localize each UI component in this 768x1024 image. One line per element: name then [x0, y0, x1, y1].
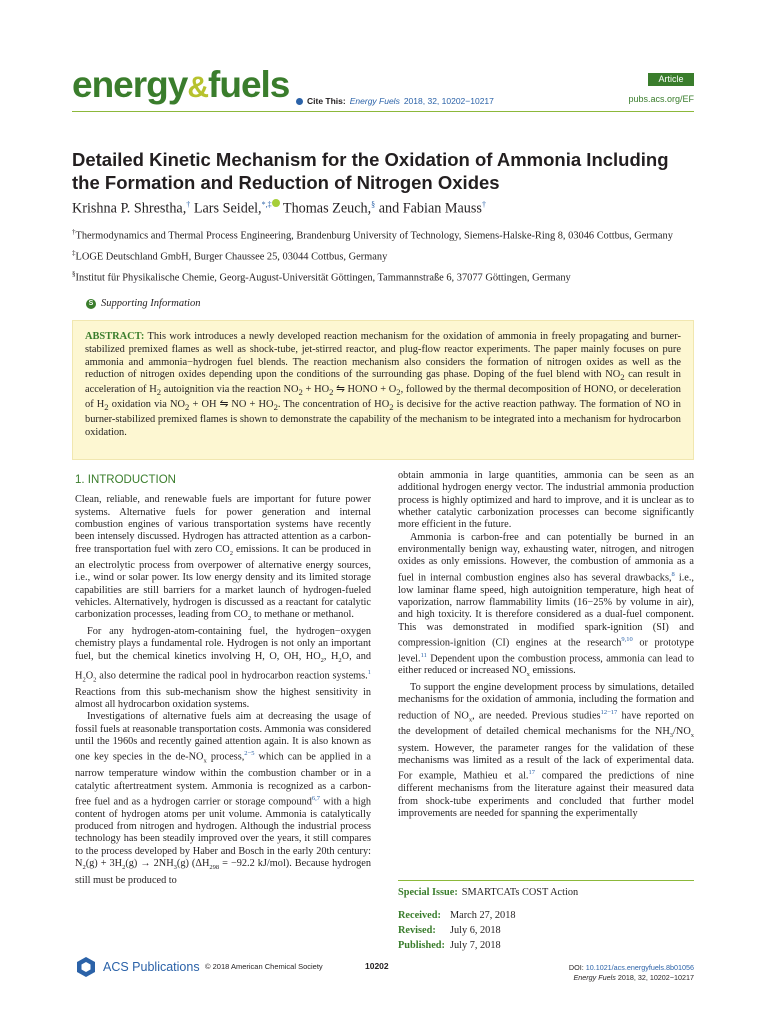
journal-url[interactable]: pubs.acs.org/EF [628, 94, 694, 104]
sub: 2 [320, 656, 324, 664]
paragraph [398, 682, 694, 820]
reference-link[interactable]: 9,10 [621, 635, 633, 643]
cite-this[interactable] [296, 96, 494, 106]
body-column-left [75, 470, 371, 887]
text: = −92.2 kJ/mol). Because hydrogen still must be produced to [75, 858, 371, 886]
abstract-sub: 2 [389, 402, 394, 413]
logo-text-fuels: fuels [208, 64, 290, 105]
affiliation-text: LOGE Deutschland GmbH, Burger Chaussee 25, 03044 Cottbus, Germany [75, 251, 388, 263]
abstract-text: ⇋ HONO + O [333, 384, 397, 396]
revised-label: Revised: [398, 925, 436, 936]
revised-value: July 6, 2018 [450, 925, 501, 936]
text: O [85, 670, 94, 682]
page-number: 10202 [365, 961, 389, 971]
text: Dependent upon the combustion process, ammonia can lead to either reduced or increased NO [398, 653, 694, 677]
text: O, and H [75, 650, 371, 682]
affiliation [72, 268, 694, 285]
abstract-sub: 2 [184, 402, 190, 413]
logo-ampersand: & [187, 71, 209, 104]
reference-link[interactable]: 12−17 [600, 708, 618, 716]
paragraph: obtain ammonia in large quantities, ammonia can be seen as an additional hydrogen energy vector. The industrial ammonia production process is highly optimized and hard to improve, and it is unclear as to whether catalytic carbonization processes can become significantly more efficient in the future. [398, 470, 694, 531]
sub: 3 [669, 732, 674, 740]
revised-date [398, 923, 694, 938]
abstract-text: can result in acceleration of H [85, 369, 681, 396]
article-history [398, 880, 694, 953]
cite-journal[interactable]: Energy Fuels [349, 96, 400, 106]
text: /NO [673, 726, 691, 738]
affiliation-text: Thermodynamics and Thermal Process Engineering, Brandenburg University of Technology, Siemens-Halske-Ring 8, 03046 Cottbus, Germany [75, 230, 673, 242]
abstract-text: + OH ⇋ NO + HO [189, 399, 274, 411]
sub: 2 [248, 615, 252, 623]
affiliation-text: Institut für Physikalische Chemie, Georg-August-Universität Göttingen, Tammannstraße 6, 37077 Göttingen, Germany [75, 272, 571, 284]
cite-icon [296, 98, 303, 105]
text: To support the engine development process by simulations, detailed mechanisms for the oxidation of ammonia, including the formation and reduction of NO [398, 681, 694, 721]
abstract-sub: 2 [298, 387, 303, 398]
copyright: © 2018 American Chemical Society [205, 962, 323, 971]
reference-link[interactable]: 17 [528, 769, 536, 777]
body-column-right [398, 470, 694, 820]
abstract-sub: 2 [329, 387, 334, 398]
text: Ammonia is carbon-free and can potentially be burned in an environmentally benign way, exhausting water, nitrogen, and nitrogen oxides as only emissions. However, the combustion of ammonia as a fuel in internal combustion engines also has several drawbacks, [398, 531, 694, 584]
text: Clean, reliable, and renewable fuels are important for future power systems. Alternative fuels for power generation and internal combustion engines of various transportation systems have recently been intensely discussed. Hydrogen has attracted attention as a carbon-free transportation fuel with zero CO [75, 494, 371, 555]
author-affil-mark: § [371, 200, 376, 209]
text: emissions. [529, 665, 576, 677]
sub: 2 [338, 656, 342, 664]
author-name[interactable]: and Fabian Mauss [378, 200, 482, 217]
doi-link[interactable]: 10.1021/acs.energyfuels.8b01056 [585, 963, 694, 972]
text: Investigations of alternative fuels aim at decreasing the usage of fossil fuels at reasonable transportation costs. Ammonia was considered until the 1960s and recently gained attention again. It is also known as one key species in the de-NO [75, 711, 371, 763]
header-rule [72, 111, 694, 112]
received-label: Received: [398, 910, 441, 921]
footer-reference: 2018, 32, 10202−10217 [617, 973, 694, 982]
reference-link[interactable]: 11 [420, 651, 427, 659]
sub: x [690, 732, 694, 740]
text: process, [206, 751, 245, 763]
sub: 2 [122, 864, 126, 872]
author-affil-mark: † [186, 200, 191, 209]
section-heading: 1. INTRODUCTION [75, 474, 176, 486]
author-affil-mark: *,‡ [261, 200, 272, 209]
paragraph [398, 532, 694, 682]
abstract-text: . The concentration of HO [277, 399, 390, 411]
supporting-info-label: Supporting Information [101, 298, 201, 309]
cite-label: Cite This: [307, 96, 346, 106]
article-title: Detailed Kinetic Mechanism for the Oxidation of Ammonia Including the Formation and Reduction of Nitrogen Oxides [72, 149, 669, 193]
info-rule [398, 880, 694, 881]
text: system. However, the parameter ranges for the validation of these mechanisms was limited as a result of the lack of experimental data. For example, Mathieu et al. [398, 742, 694, 782]
sub: x [203, 757, 207, 765]
special-issue [398, 885, 694, 900]
abstract-text: + HO [302, 384, 330, 396]
abstract-sub: 2 [396, 387, 401, 398]
acs-hexagon-icon [75, 956, 97, 978]
logo-text-energy: energy [72, 64, 188, 105]
sub: 2 [229, 549, 233, 557]
footer-journal: Energy Fuels [573, 973, 616, 982]
abstract-sub: 2 [104, 402, 109, 413]
affiliations [72, 226, 694, 289]
sub: 3 [173, 864, 177, 872]
text: (g) (ΔH [176, 858, 210, 870]
paragraph [75, 494, 371, 626]
reference-link[interactable]: 2−5 [244, 750, 255, 758]
special-issue-label: Special Issue: [398, 887, 458, 898]
reference-link[interactable]: 6,7 [311, 794, 321, 802]
affiliation [72, 247, 694, 264]
received-value: March 27, 2018 [450, 910, 516, 921]
abstract-sub: 2 [273, 402, 278, 413]
author-list [72, 199, 486, 218]
reference-link[interactable]: 1 [367, 668, 371, 676]
abstract-label: ABSTRACT: [85, 331, 145, 342]
abstract-text: , followed by the thermal decomposition of HONO, or deceleration of H [85, 384, 681, 411]
abstract-text: oxidation via NO [108, 399, 185, 411]
text: to methane or methanol. [251, 609, 354, 621]
special-issue-value[interactable]: SMARTCATs COST Action [461, 887, 579, 898]
text: also determine the radical pool in hydrocarbon reaction systems. [96, 670, 368, 682]
text: For any hydrogen-atom-containing fuel, the hydrogen−oxygen chemistry plays a fundamental role. Hydrogen is not only an important fuel, but the chemical kinetics involving H, O, OH, HO [75, 625, 371, 662]
abstract-text: autoignition via the reaction NO [161, 384, 299, 396]
affiliation-mark: ‡ [72, 248, 76, 257]
sub: 2 [93, 676, 97, 684]
cite-reference[interactable]: 2018, 32, 10202−10217 [403, 96, 494, 106]
abstract-sub: 2 [620, 372, 625, 383]
doi-label: DOI: [568, 963, 584, 972]
orcid-icon[interactable] [272, 199, 280, 207]
received-date [398, 908, 694, 923]
reference-link[interactable]: 8 [671, 570, 675, 578]
text: i.e., low laminar flame speed, high autoignition temperature, high heat of vaporization, narrow flammability limits (16−25% by volume in air), and high toxicity. It is therefore considered as a dual-fuel component. This was demonstrated in modified spark-ignition (SI) and compression-ignition (CI) engines at the research [398, 572, 694, 649]
sub: 2 [82, 864, 86, 872]
text: have reported on the development of detailed chemical mechanisms for the NH [398, 709, 694, 738]
text: , H [323, 650, 339, 662]
article-type-badge: Article [648, 73, 694, 86]
published-date [398, 938, 694, 953]
text: with a high content of hydrogen atoms per unit volume. Ammonia is catalytically produced from nitrogen and hydrogen. Although the industrial process technology has been steadily improved over the years, it still compares to the process developed by Haber and Bosch in the early 20th century: N [75, 796, 371, 870]
text: or prototype level. [398, 637, 694, 665]
paragraph [75, 626, 371, 712]
abstract-sub: 2 [156, 387, 162, 398]
paragraph [75, 711, 371, 886]
published-value: July 7, 2018 [450, 940, 501, 951]
author-affil-mark: † [481, 200, 486, 209]
text: compared the predictions of nine different mechanisms from the literature against their measured data from shock-tube experiments and concluded that further model improvements are needed for spanning the experimentally [398, 770, 694, 819]
text: , are needed. Previous studies [472, 709, 601, 721]
published-label: Published: [398, 940, 445, 951]
text: (g) → 2NH [125, 858, 174, 870]
supporting-info-icon: S [86, 299, 96, 309]
affiliation [72, 226, 694, 243]
journal-logo [72, 66, 289, 103]
affiliation-mark: § [72, 269, 76, 278]
publisher-name: ACS Publications [103, 960, 200, 974]
sub: x [526, 671, 530, 679]
sub: x [468, 715, 473, 723]
abstract-box [72, 320, 694, 460]
doi-block [480, 963, 694, 983]
sub: 2 [82, 676, 86, 684]
publisher-logo[interactable] [75, 956, 200, 978]
text: which can be applied in a narrow temperature window within the combustion chamber or in a catalytic aftertreatment system. Ammonia is recognized as a carbon-free fuel and as a hydrogen carrier or storage compound [75, 751, 371, 808]
supporting-information-link[interactable] [86, 298, 200, 309]
sub: 298 [209, 864, 220, 872]
author-name[interactable]: Lars Seidel, [193, 200, 262, 217]
text: (g) + 3H [85, 858, 123, 870]
author-name[interactable]: Krishna P. Shrestha, [72, 200, 187, 217]
text: Reactions from this sub-mechanism show the highest sensitivity in almost all hydrocarbon oxidation systems. [75, 686, 371, 711]
affiliation-mark: † [72, 228, 76, 236]
abstract-text: This work introduces a newly developed reaction mechanism for the oxidation of ammonia in freely propagating and burner-stabilized premixed flames as well as shock-tube, jet-stirred reactor, and plug-flow reactor experiments. The paper mainly focuses on pure ammonia and ammonia−hydrogen fuel blends. The reaction mechanism also considers the formation of nitrogen oxides as well as the reduction of nitrogen oxides depending upon the conditions of the surrounding gas phase. Doping of the fuel blend with NO [85, 331, 681, 381]
author-name[interactable]: Thomas Zeuch, [282, 200, 372, 217]
text: emissions. It can be produced in an electrolytic process from overpower of alternative energy sources, i.e., wind or solar power. Its low energy density and its limited storage capabilities are still barriers for a market launch of hydrogen-fueled vehicles. Alternatively, hydrogen is discussed as a reactant for catalytic carbonization processes, leading from CO [75, 543, 371, 621]
abstract-text: is decisive for the active reaction pathway. The formation of NO in burner-stabilized premixed flames is shown to demonstrate the capability of the mechanism to be integrated into a mechanism for hydrocarbon oxidation. [85, 399, 681, 438]
